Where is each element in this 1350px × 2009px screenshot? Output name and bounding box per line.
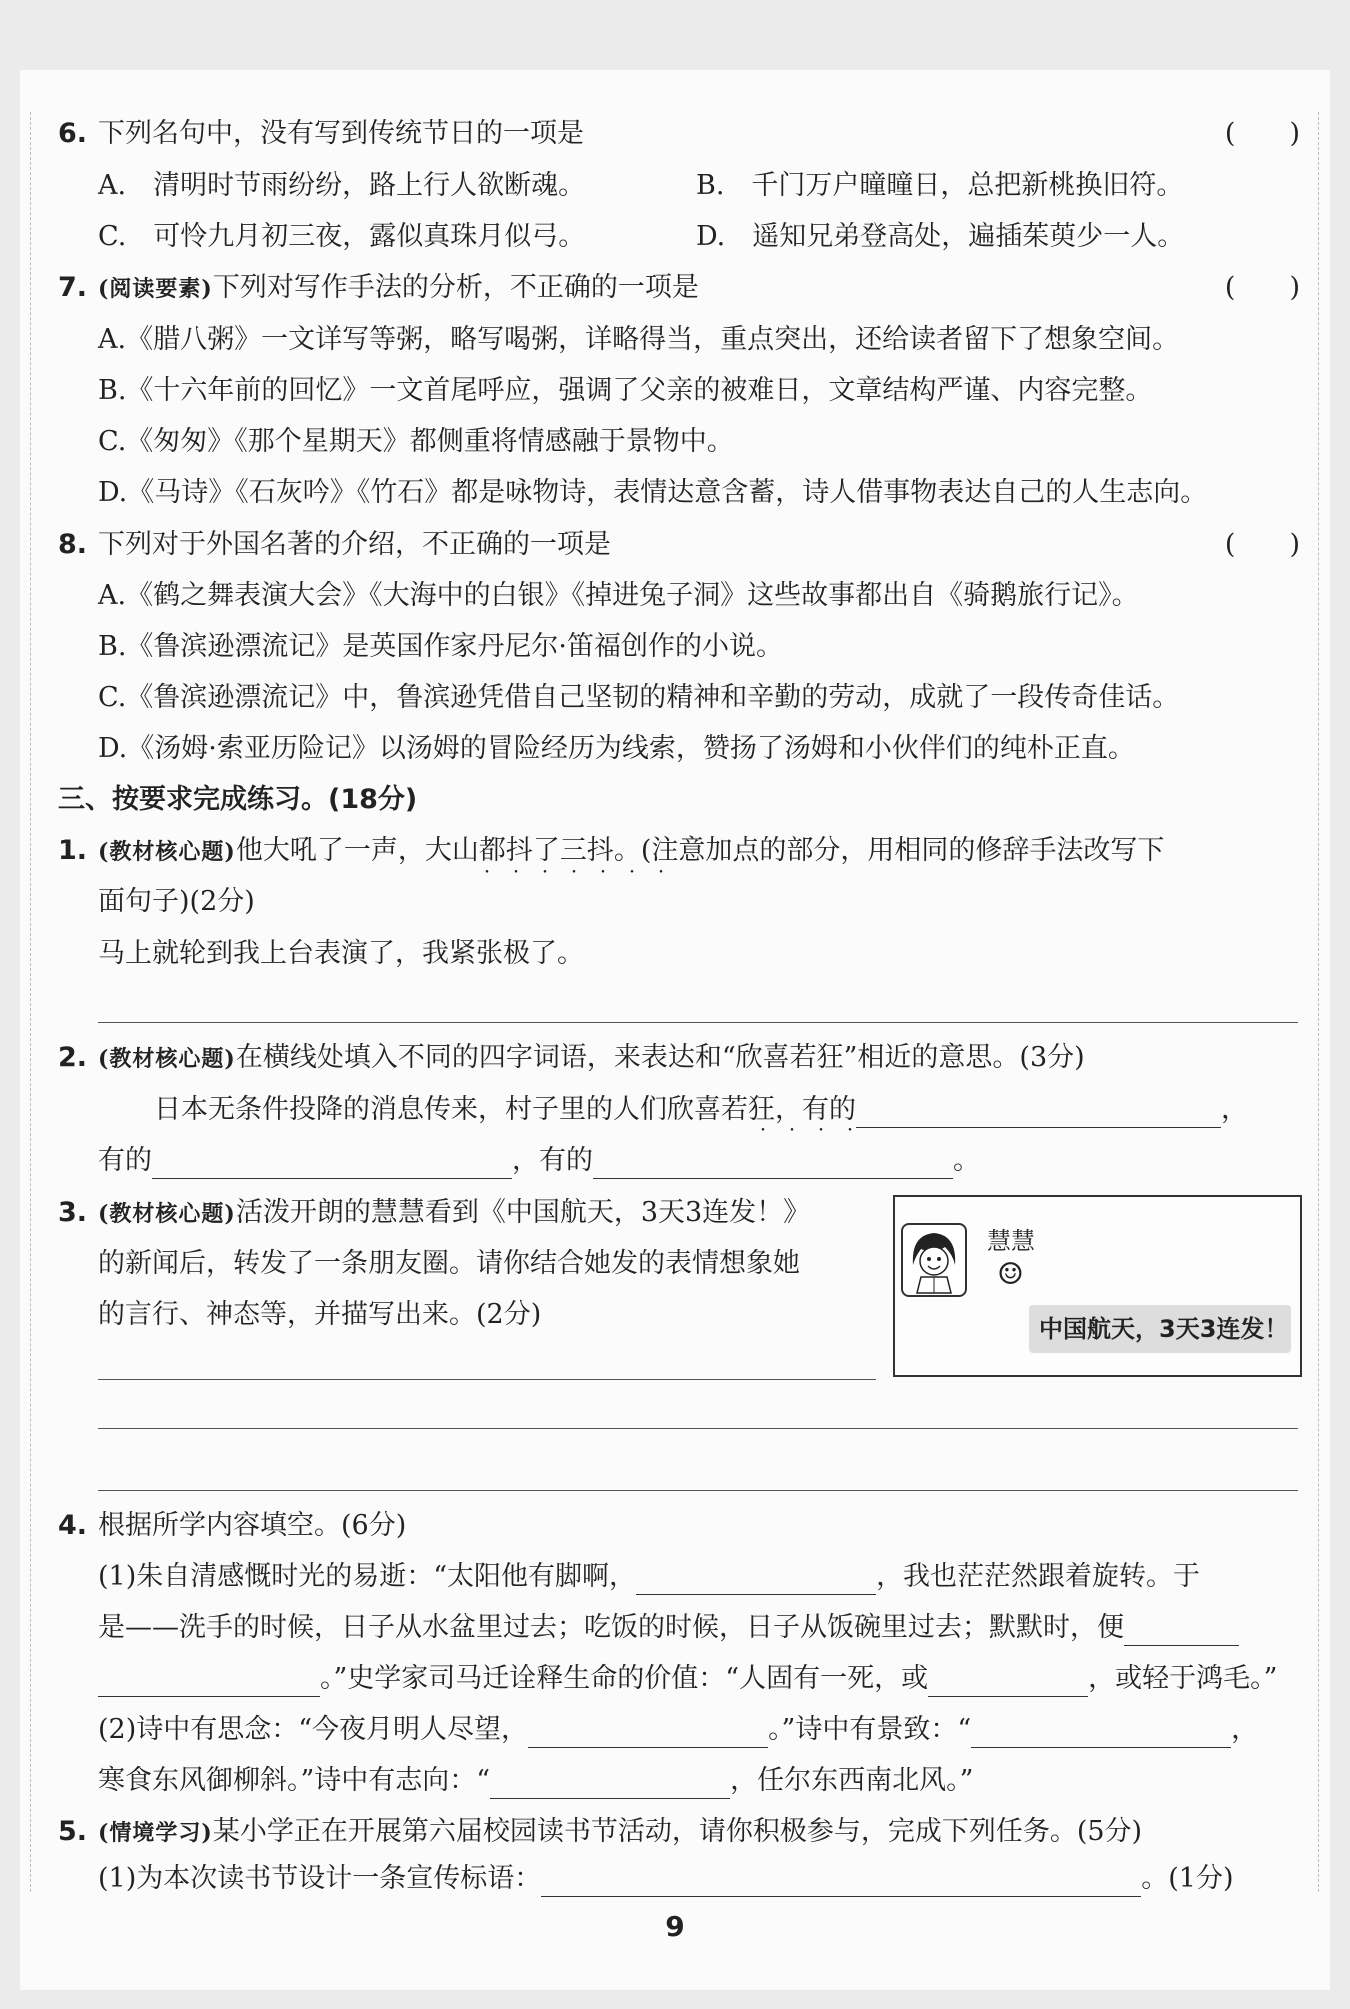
q7-answer-paren[interactable]: ( ): [1224, 272, 1300, 303]
s4-p5-b: ，任尔东西南北风。”: [730, 1765, 974, 1796]
s2-line2-end: 。: [953, 1145, 980, 1176]
s1-stem-line2: 面句子)(2分): [98, 886, 255, 917]
moments-post-card: [893, 1195, 1302, 1377]
q8-number: 8.: [58, 529, 88, 560]
q7-stem-text: 下列对写作手法的分析，不正确的一项是: [212, 272, 699, 303]
right-margin-line: [1318, 112, 1319, 1892]
q8-option-c: C.《鲁滨逊漂流记》中，鲁滨逊凭借自己坚韧的精神和辛勤的劳动，成就了一段传奇佳话。: [98, 682, 1180, 713]
q6-stem: 下列名句中，没有写到传统节日的一项是: [98, 118, 584, 149]
q6-number: 6.: [58, 118, 88, 149]
s3-number: 3.: [58, 1197, 88, 1228]
q7-option-b: B.《十六年前的回忆》一文首尾呼应，强调了父亲的被难日，文章结构严谨、内容完整。: [98, 375, 1153, 406]
section-three-heading: 三、按要求完成练习。(18分): [58, 784, 418, 815]
s4-blank-3[interactable]: [928, 1670, 1088, 1697]
s4-p1-a: (1)朱自清感慨时光的易逝：“太阳他有脚啊，: [98, 1561, 637, 1592]
q7-option-d: D.《马诗》《石灰吟》《竹石》都是咏物诗，表情达意含蓄，诗人借事物表达自己的人生志向。: [98, 477, 1208, 508]
q7-tag: (阅读要素): [98, 276, 213, 302]
s5-number: 5.: [58, 1816, 88, 1847]
s2-line1: [154, 1092, 1248, 1128]
s4-blank-4[interactable]: [528, 1721, 768, 1748]
s4-number: 4.: [58, 1510, 88, 1541]
s4-para4: [98, 1712, 1258, 1748]
s2-line1-text: 日本无条件投降的消息传来，村子里的人们欣喜若狂，有的: [154, 1094, 856, 1125]
q8-option-d: D.《汤姆·索亚历险记》以汤姆的冒险经历为线索，赞扬了汤姆和小伙伴们的纯朴正直。: [98, 733, 1135, 764]
s1-number: 1.: [58, 835, 88, 866]
worksheet-page: [20, 70, 1330, 1990]
s4-p3-a: 。”史学家司马迁诠释生命的价值：“人固有一死，或: [320, 1663, 929, 1694]
s4-p4-b: 。”诗中有景致：“: [768, 1714, 972, 1745]
s2-comma: ，: [1221, 1094, 1248, 1125]
s4-p5-a: 寒食东风御柳斜。”诗中有志向：“: [98, 1765, 491, 1796]
s3-tag: (教材核心题): [98, 1201, 236, 1227]
s4-p4-a: (2)诗中有思念：“今夜月明人尽望，: [98, 1714, 529, 1745]
s2-stem: [98, 1040, 1085, 1077]
s2-line2-a: 有的: [98, 1145, 152, 1176]
s4-para3: [98, 1661, 1277, 1697]
s4-blank-6[interactable]: [490, 1772, 730, 1799]
s3-line1-text: 活泼开朗的慧慧看到《中国航天，3天3连发！》: [235, 1197, 811, 1228]
s1-tag: (教材核心题): [98, 839, 236, 865]
emphasis-dots: ・・・・・・・: [480, 865, 683, 881]
s1-answer-line[interactable]: [98, 1022, 1298, 1023]
s3-line1: [98, 1195, 810, 1232]
q6-option-b: B. 千门万户曈曈日，总把新桃换旧符。: [696, 170, 1184, 201]
girl-avatar-icon: [903, 1225, 965, 1295]
q8-stem: 下列对于外国名著的介绍，不正确的一项是: [98, 529, 611, 560]
s1-sentence: 马上就轮到我上台表演了，我紧张极了。: [98, 938, 584, 969]
s5-blank-1[interactable]: [541, 1870, 1141, 1897]
s2-line2: [98, 1143, 980, 1179]
s4-para1: [98, 1559, 1200, 1595]
s1-stem-text: 他大吼了一声，大山都抖了三抖。(注意加点的部分，用相同的修辞手法改写下: [235, 835, 1165, 866]
s4-para5: [98, 1763, 973, 1799]
emphasis-dots-2: ・・・・: [756, 1123, 872, 1139]
s4-p4-c: ，: [1231, 1714, 1259, 1745]
s2-blank-3[interactable]: [593, 1152, 953, 1179]
q6-option-d: D. 遥知兄弟登高处，遍插茱萸少一人。: [696, 221, 1185, 252]
s4-blank-2b[interactable]: [98, 1670, 320, 1697]
s5-sub1-end: 。(1分): [1141, 1863, 1234, 1894]
s3-line3: 的言行、神态等，并描写出来。(2分): [98, 1299, 542, 1330]
q6-answer-paren[interactable]: ( ): [1224, 118, 1300, 149]
s5-stem: [98, 1814, 1142, 1851]
q6-option-a: A. 清明时节雨纷纷，路上行人欲断魂。: [98, 170, 586, 201]
s5-sub1: [98, 1861, 1234, 1897]
s2-tag: (教材核心题): [98, 1046, 236, 1072]
q8-answer-paren[interactable]: ( ): [1224, 529, 1300, 560]
s2-blank-2[interactable]: [152, 1152, 512, 1179]
s5-tag: (情境学习): [98, 1820, 213, 1846]
q8-option-b: B.《鲁滨逊漂流记》是英国作家丹尼尔·笛福创作的小说。: [98, 631, 784, 662]
s4-blank-5[interactable]: [971, 1721, 1231, 1748]
s3-answer-line-1[interactable]: [98, 1379, 876, 1380]
s5-sub1-text: (1)为本次读书节设计一条宣传标语：: [98, 1863, 542, 1894]
s4-blank-1[interactable]: [636, 1568, 876, 1595]
q7-number: 7.: [58, 272, 88, 303]
q8-option-a: A.《鹤之舞表演大会》《大海中的白银》《掉进兔子洞》这些故事都出自《骑鹅旅行记》。: [98, 580, 1139, 611]
q6-option-c: C. 可怜九月初三夜，露似真珠月似弓。: [98, 221, 586, 252]
s4-p2: 是——洗手的时候，日子从水盆里过去；吃饭的时候，日子从饭碗里过去；默默时，便: [98, 1612, 1124, 1643]
s3-answer-line-3[interactable]: [98, 1490, 1298, 1491]
post-username: 慧慧: [987, 1227, 1035, 1255]
q7-option-c: C.《匆匆》《那个星期天》都侧重将情感融于景物中。: [98, 426, 734, 457]
s4-p3-b: ，或轻于鸿毛。”: [1088, 1663, 1278, 1694]
s2-number: 2.: [58, 1042, 88, 1073]
s2-line2-b: ，有的: [512, 1145, 593, 1176]
s5-stem-text: 某小学正在开展第六届校园读书节活动，请你积极参与，完成下列任务。(5分): [212, 1816, 1143, 1847]
post-content: 中国航天，3天3连发！: [1039, 1315, 1289, 1343]
s3-line2: 的新闻后，转发了一条朋友圈。请你结合她发的表情想象她: [98, 1248, 800, 1279]
s4-blank-2a[interactable]: [1124, 1619, 1239, 1646]
post-content-bubble: [1029, 1305, 1291, 1353]
s2-stem-text: 在横线处填入不同的四字词语，来表达和“欣喜若狂”相近的意思。(3分): [235, 1042, 1085, 1073]
s2-blank-1[interactable]: [856, 1101, 1221, 1128]
q7-stem: [98, 270, 699, 307]
q7-option-a: A.《腊八粥》一文详写等粥，略写喝粥，详略得当，重点突出，还给读者留下了想象空间。: [98, 324, 1180, 355]
avatar: [901, 1223, 967, 1297]
s4-stem: 根据所学内容填空。(6分): [98, 1510, 407, 1541]
s3-answer-line-2[interactable]: [98, 1428, 1298, 1429]
smile-emoji-icon: ☺: [997, 1257, 1024, 1292]
s4-para2: [98, 1610, 1239, 1646]
s4-p1-b: ，我也茫茫然跟着旋转。于: [876, 1561, 1201, 1592]
left-margin-line: [30, 112, 31, 1892]
page-number: 9: [665, 1910, 685, 1943]
